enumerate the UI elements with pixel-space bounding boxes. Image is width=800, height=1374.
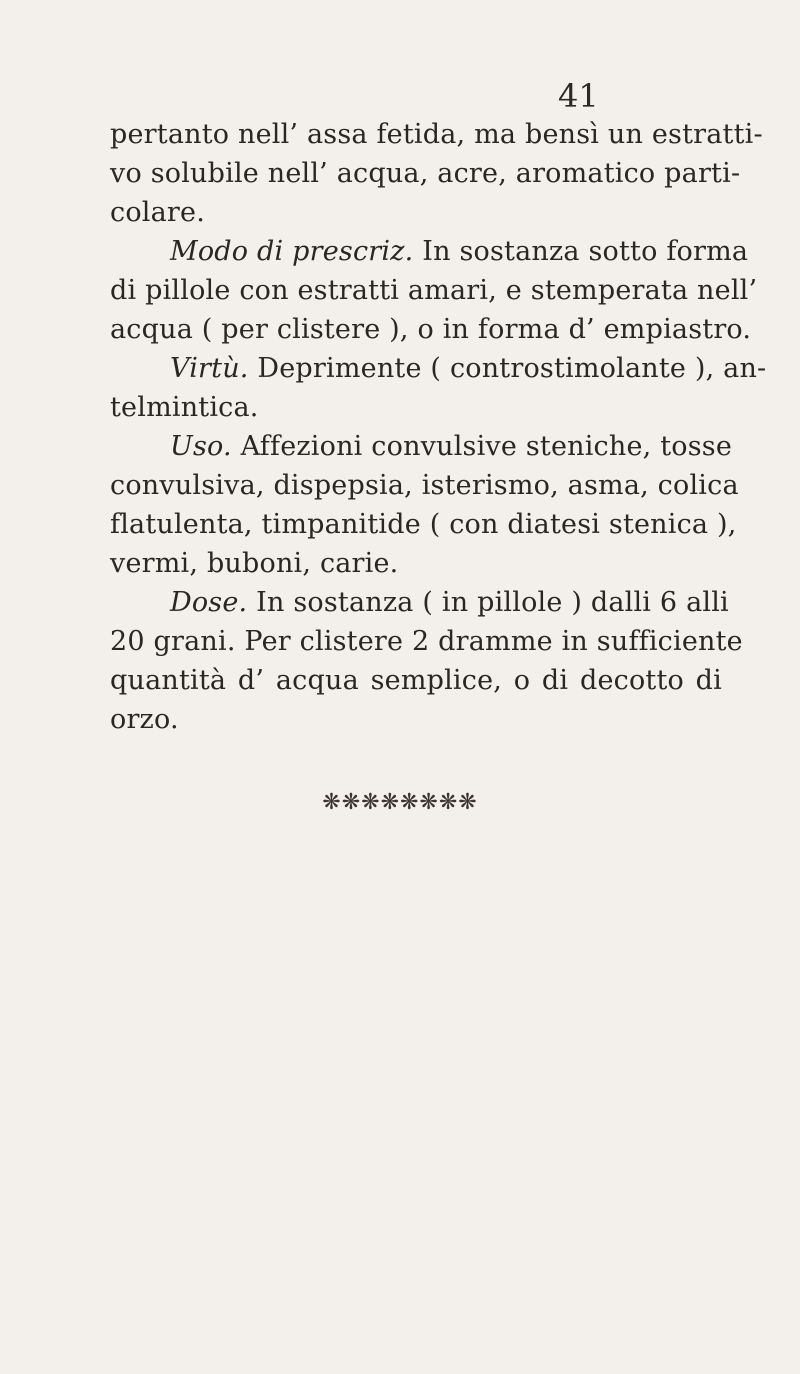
text-line: telmintica. — [110, 392, 259, 423]
section-heading: Virtù. — [170, 353, 249, 384]
text-line: 20 grani. Per clistere 2 dramme in sufficiente — [110, 626, 743, 657]
section-text: Affezioni convulsive steniche, tosse — [240, 431, 732, 462]
section-heading: Modo di prescriz. — [170, 236, 414, 267]
text-line: flatulenta, timpanitide ( con diatesi stenica ), — [110, 509, 737, 540]
text-line: acqua ( per clistere ), o in forma d’ empiastro. — [110, 314, 752, 345]
section-heading: Uso. — [170, 431, 232, 462]
section-text: Deprimente ( controstimolante ), an- — [257, 353, 767, 384]
page-number: 41 — [558, 77, 599, 115]
text-line: convulsiva, dispepsia, isterismo, asma, colica — [110, 470, 739, 501]
text-line: vo solubile nell’ acqua, acre, aromatico parti- — [110, 158, 741, 189]
section-text: In sostanza ( in pillole ) dalli 6 alli — [256, 587, 729, 618]
ornament-divider: ❋❋❋❋❋❋❋❋ — [322, 790, 478, 815]
text-line: quantità d’ acqua semplice, o di decotto di — [110, 665, 722, 696]
text-line: colare. — [110, 197, 205, 228]
text-line: orzo. — [110, 704, 179, 735]
section-modo-di-prescriz — [170, 234, 749, 270]
section-uso — [170, 429, 732, 465]
text-line: di pillole con estratti amari, e stemperata nell’ — [110, 275, 758, 306]
section-dose — [170, 585, 729, 621]
text-line: pertanto nell’ assa fetida, ma bensì un estratti- — [110, 119, 763, 150]
text-line: vermi, buboni, carie. — [110, 548, 399, 579]
section-virtu — [170, 351, 767, 387]
section-heading: Dose. — [170, 587, 248, 618]
section-text: In sostanza sotto forma — [422, 236, 749, 267]
